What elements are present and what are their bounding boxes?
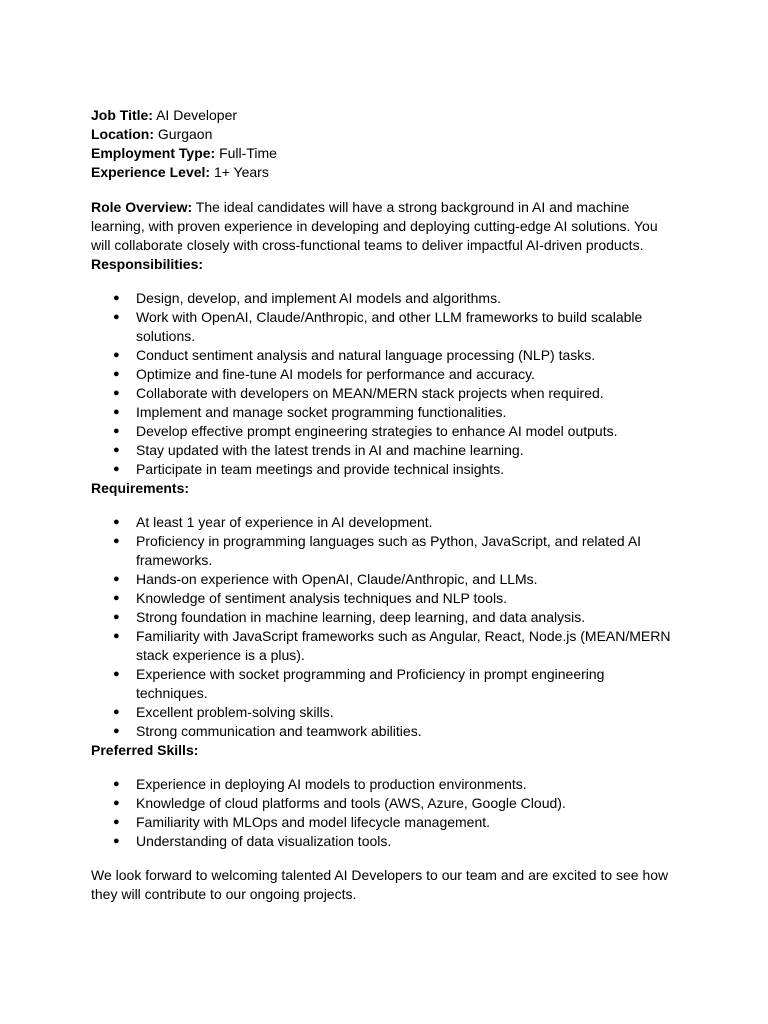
bullet-icon: ● (113, 573, 120, 585)
list-item-text: Knowledge of sentiment analysis techniques and NLP tools. (136, 590, 507, 606)
list-item-text: Strong foundation in machine learning, deep learning, and data analysis. (136, 609, 586, 625)
list-item-text: Design, develop, and implement AI models and algorithms. (136, 290, 501, 306)
preferred-skills-heading: Preferred Skills: (91, 742, 199, 758)
bullet-icon: ● (113, 368, 120, 380)
list-item (91, 365, 678, 384)
employment-type-line (91, 144, 678, 163)
requirements-heading: Requirements: (91, 480, 190, 496)
list-item-text: Experience with socket programming and Proficiency in prompt engineering techniques. (136, 666, 605, 701)
experience-level-line (91, 163, 678, 182)
bullet-icon: ● (113, 387, 120, 399)
preferred-skills-list (91, 775, 678, 851)
bullet-icon: ● (113, 611, 120, 623)
bullet-icon: ● (113, 725, 120, 737)
list-item (91, 441, 678, 460)
list-item (91, 570, 678, 589)
location-value: Gurgaon (154, 126, 213, 142)
bullet-icon: ● (113, 535, 120, 547)
list-item (91, 403, 678, 422)
list-item-text: Proficiency in programming languages such as Python, JavaScript, and related AI frameworks. (136, 533, 642, 568)
bullet-icon: ● (113, 425, 120, 437)
bullet-icon: ● (113, 463, 120, 475)
list-item-text: Optimize and fine-tune AI models for performance and accuracy. (136, 366, 535, 382)
list-item (91, 346, 678, 365)
list-item-text: At least 1 year of experience in AI development. (136, 514, 433, 530)
bullet-icon: ● (113, 516, 120, 528)
job-title-label: Job Title: (91, 107, 153, 123)
location-line (91, 125, 678, 144)
job-title-line (91, 106, 678, 125)
list-item (91, 703, 678, 722)
list-item-text: Conduct sentiment analysis and natural language processing (NLP) tasks. (136, 347, 596, 363)
bullet-icon: ● (113, 835, 120, 847)
list-item-text: Experience in deploying AI models to production environments. (136, 776, 527, 792)
list-item (91, 384, 678, 403)
bullet-icon: ● (113, 349, 120, 361)
experience-level-label: Experience Level: (91, 164, 211, 180)
list-item-text: Familiarity with JavaScript frameworks such as Angular, React, Node.js (MEAN/MERN stack experience is a plus). (136, 628, 671, 663)
list-item-text: Collaborate with developers on MEAN/MERN stack projects when required. (136, 385, 604, 401)
list-item (91, 532, 678, 570)
list-item-text: Understanding of data visualization tools. (136, 833, 392, 849)
bullet-icon: ● (113, 778, 120, 790)
bullet-icon: ● (113, 444, 120, 456)
list-item (91, 813, 678, 832)
bullet-icon: ● (113, 668, 120, 680)
bullet-icon: ● (113, 406, 120, 418)
requirements-list (91, 513, 678, 741)
list-item (91, 722, 678, 741)
job-details (91, 106, 678, 182)
bullet-icon: ● (113, 311, 120, 323)
list-item-text: Develop effective prompt engineering strategies to enhance AI model outputs. (136, 423, 618, 439)
list-item (91, 832, 678, 851)
job-title-value: AI Developer (152, 107, 238, 123)
list-item (91, 289, 678, 308)
list-item (91, 794, 678, 813)
bullet-icon: ● (113, 816, 120, 828)
role-overview-text: The ideal candidates will have a strong background in AI and machine learning, with proven experience in developing and deploying cutting-edge AI solutions. You will collaborate closely with cross-functional teams to deliver impactful AI-driven products. (91, 199, 658, 253)
list-item (91, 665, 678, 703)
bullet-icon: ● (113, 797, 120, 809)
list-item-text: Hands-on experience with OpenAI, Claude/Anthropic, and LLMs. (136, 571, 538, 587)
list-item-text: Participate in team meetings and provide technical insights. (136, 461, 505, 477)
list-item-text: Excellent problem-solving skills. (136, 704, 334, 720)
list-item (91, 460, 678, 479)
bullet-icon: ● (113, 292, 120, 304)
bullet-icon: ● (113, 706, 120, 718)
role-overview-label: Role Overview: (91, 199, 193, 215)
bullet-icon: ● (113, 630, 120, 642)
responsibilities-heading: Responsibilities: (91, 256, 204, 272)
list-item (91, 513, 678, 532)
bullet-icon: ● (113, 592, 120, 604)
list-item (91, 775, 678, 794)
list-item (91, 608, 678, 627)
list-item (91, 627, 678, 665)
experience-level-value: 1+ Years (210, 164, 269, 180)
list-item-text: Work with OpenAI, Claude/Anthropic, and other LLM frameworks to build scalable solutions. (136, 309, 643, 344)
closing-paragraph: We look forward to welcoming talented AI Developers to our team and are excited to see how they will contribute to our ongoing projects. (91, 867, 669, 902)
responsibilities-list (91, 289, 678, 479)
list-item (91, 589, 678, 608)
employment-type-value: Full-Time (215, 145, 277, 161)
list-item-text: Knowledge of cloud platforms and tools (AWS, Azure, Google Cloud). (136, 795, 566, 811)
list-item-text: Strong communication and teamwork abilities. (136, 723, 422, 739)
list-item-text: Familiarity with MLOps and model lifecycle management. (136, 814, 491, 830)
role-overview (91, 198, 678, 255)
list-item-text: Implement and manage socket programming functionalities. (136, 404, 507, 420)
employment-type-label: Employment Type: (91, 145, 216, 161)
list-item-text: Stay updated with the latest trends in AI and machine learning. (136, 442, 524, 458)
list-item (91, 308, 678, 346)
location-label: Location: (91, 126, 154, 142)
list-item (91, 422, 678, 441)
